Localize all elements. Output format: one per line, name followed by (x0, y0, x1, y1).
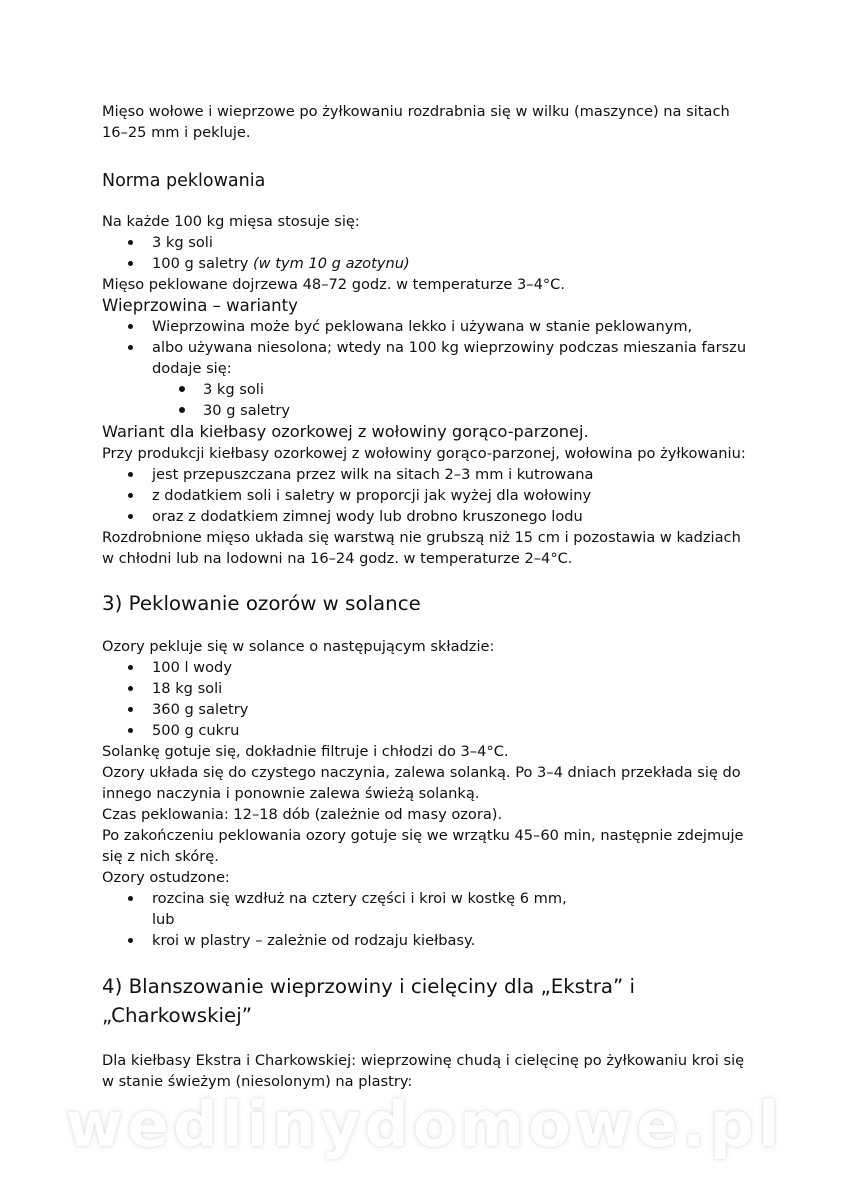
ozork-after: Rozdrobnione mięso układa się warstwą nie grubszą niż 15 cm i pozostawia w kadziach w chłodni lub na lodowni na 16–24 godz. w temperaturze 2–4°C. (102, 529, 741, 567)
blansz-p1: Dla kiełbasy Ekstra i Charkowskiej: wieprzowinę chudą i cielęcinę po żyłkowaniu kroi się w stanie świeżym (niesolonym) na plastry: (102, 1052, 745, 1090)
ozory-p3: Czas peklowania: 12–18 dób (zależnie od masy ozora). (102, 806, 503, 823)
list-item-text: rozcina się wzdłuż na cztery części i kroi w kostkę 6 mm, (152, 890, 567, 907)
sub-list-item: 3 kg soli (102, 379, 752, 400)
list-item: z dodatkiem soli i saletry w proporcji jak wyżej dla wołowiny (102, 485, 752, 506)
list-item-text: albo używana niesolona; wtedy na 100 kg wieprzowiny podczas mieszania farszu dodaje się: (152, 339, 747, 377)
norma-list (102, 232, 752, 274)
list-item: oraz z dodatkiem zimnej wody lub drobno kruszonego lodu (102, 506, 752, 527)
list-item: 500 g cukru (102, 720, 752, 741)
ozory-p5: Ozory ostudzone: (102, 869, 230, 886)
list-item-note: (w tym 10 g azotynu) (252, 255, 410, 272)
list-item: 100 l wody (102, 657, 752, 678)
norma-lead: Na każde 100 kg mięsa stosuje się: (102, 213, 360, 230)
list-item: kroi w plastry – zależnie od rodzaju kiełbasy. (102, 930, 752, 951)
norma-heading: Norma peklowania (102, 171, 266, 191)
ozory-heading: 3) Peklowanie ozorów w solance (102, 592, 421, 615)
list-item: 3 kg soli (102, 232, 752, 253)
ozory-p1: Solankę gotuje się, dokładnie filtruje i chłodzi do 3–4°C. (102, 743, 509, 760)
list-item: 18 kg soli (102, 678, 752, 699)
list-item: 360 g saletry (102, 699, 752, 720)
intro-paragraph: Mięso wołowe i wieprzowe po żyłkowaniu rozdrabnia się w wilku (maszynce) na sitach 16–25 mm i pekluje. (102, 103, 730, 141)
list-item (102, 253, 752, 274)
ozory-p4: Po zakończeniu peklowania ozory gotuje się we wrzątku 45–60 min, następnie zdejmuje się z nich skórę. (102, 827, 744, 865)
wieprz-heading: Wieprzowina – warianty (102, 296, 298, 315)
ozory-cut-list (102, 888, 752, 951)
document-page (102, 101, 752, 1092)
wieprz-list (102, 316, 752, 421)
norma-after: Mięso peklowane dojrzewa 48–72 godz. w temperaturze 3–4°C. (102, 276, 566, 293)
list-item (102, 888, 752, 930)
list-item-or: lub (152, 911, 175, 928)
blansz-heading: 4) Blanszowanie wieprzowiny i cielęciny dla „Ekstra” i „Charkowskiej” (102, 975, 636, 1027)
wieprz-sublist (152, 379, 752, 421)
list-item: jest przepuszczana przez wilk na sitach 2–3 mm i kutrowana (102, 464, 752, 485)
ozork-lead: Przy produkcji kiełbasy ozorkowej z wołowiny gorąco-parzonej, wołowina po żyłkowaniu: (102, 445, 746, 462)
list-item: Wieprzowina może być peklowana lekko i używana w stanie peklowanym, (102, 316, 752, 337)
list-item-text: 100 g saletry (152, 255, 253, 272)
ozory-list (102, 657, 752, 741)
list-item (102, 337, 752, 421)
ozork-heading: Wariant dla kiełbasy ozorkowej z wołowiny gorąco-parzonej. (102, 422, 589, 441)
ozory-p2: Ozory układa się do czystego naczynia, zalewa solanką. Po 3–4 dniach przekłada się do innego naczynia i ponownie zalewa świeżą solanką. (102, 764, 741, 802)
sub-list-item: 30 g saletry (102, 400, 752, 421)
ozory-lead: Ozory pekluje się w solance o następującym składzie: (102, 638, 495, 655)
ozork-list (102, 464, 752, 527)
watermark-logo: wedlinydomowe.pl (65, 1088, 784, 1161)
